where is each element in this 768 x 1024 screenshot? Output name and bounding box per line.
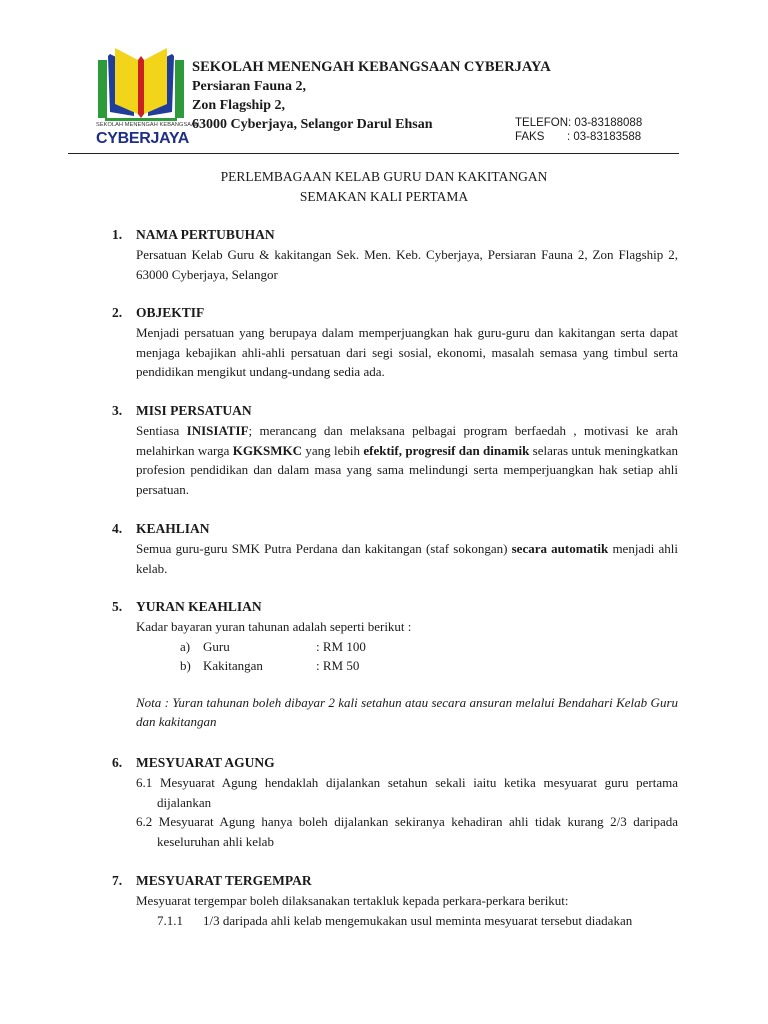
emphasis-efektif: efektif, progresif dan dinamik: [363, 442, 530, 458]
address-line-1: Persiaran Fauna 2,: [192, 79, 306, 94]
section-keahlian: [112, 519, 678, 578]
section-text: Sentiasa INISIATIF; merancang dan melaksana pelbagai program berfaedah , motivasi ke arah melahirkan warga KGKSMKC yang lebih efektif, progresif dan dinamik selaras untuk meningkatkan profesion pendidikan dan dalam masa yang sama melindungi serta memperjuangkan hak setiap ahli persatuan.: [136, 423, 679, 497]
fee-letter: b): [180, 658, 191, 673]
section-title: NAMA PERTUBUHAN: [136, 227, 275, 242]
section-mesyuarat-agung: [112, 753, 678, 851]
emphasis-inisiatif: INISIATIF: [186, 423, 249, 438]
fee-name: Kakitangan: [203, 658, 263, 673]
school-header: [192, 58, 551, 134]
section-number: 4.: [112, 521, 123, 536]
section-nama-pertubuhan: [112, 225, 678, 284]
item-text: 1/3 daripada ahli kelab mengemukakan usul meminta mesyuarat tersebut diadakan: [203, 912, 633, 928]
title-line-1: PERLEMBAGAAN KELAB GURU DAN KAKITANGAN: [220, 169, 548, 184]
item-number: 7.1.1: [157, 912, 183, 928]
section-title: MESYUARAT AGUNG: [136, 755, 275, 770]
fee-note: Nota : Yuran tahunan boleh dibayar 2 kali setahun atau secara ansuran melalui Bendahari Kelab Guru dan kakitangan: [136, 694, 678, 729]
phone-label: TELEFON: [515, 117, 569, 129]
section-objektif: [112, 303, 678, 382]
section-title: OBJEKTIF: [136, 305, 205, 320]
contact-info: [515, 116, 642, 144]
section-number: 1.: [112, 227, 123, 242]
section-text: Menjadi persatuan yang berupaya dalam memperjuangkan hak guru-guru dan kakitangan serta dapat menjaga kebajikan ahli-ahli persatuan dari segi sosial, ekonomi, masalah semasa yang timbul serta pendidikan mengikut undang-undang sedia ada.: [136, 325, 678, 379]
fee-letter: a): [180, 638, 191, 654]
section-mesyuarat-tergempar: [112, 871, 678, 930]
section-text: Persatuan Kelab Guru & kakitangan Sek. Men. Keb. Cyberjaya, Persiaran Fauna 2, Zon Flagship 2, 63000 Cyberjaya, Selangor: [136, 247, 678, 282]
fee-amount: : RM 50: [316, 658, 360, 673]
fax-label: FAKS: [515, 131, 545, 143]
section-title: YURAN KEAHLIAN: [136, 599, 262, 614]
header-divider: [68, 153, 679, 154]
section-number: 3.: [112, 403, 123, 418]
logo-caption-big: CYBERJAYA: [96, 130, 190, 147]
fee-amount: : RM 100: [316, 638, 366, 654]
fee-row: [112, 656, 678, 676]
section-misi-persatuan: [112, 401, 678, 499]
school-name: SEKOLAH MENENGAH KEBANGSAAN CYBERJAYA: [192, 59, 551, 75]
list-item: [112, 911, 678, 931]
section-text: Semua guru-guru SMK Putra Perdana dan kakitangan (staf sokongan) secara automatik menjadi ahli kelab.: [136, 541, 678, 576]
logo-caption-small: SEKOLAH MENENGAH KEBANGSAAN: [96, 122, 200, 128]
section-title: KEAHLIAN: [136, 521, 210, 536]
fee-row: [112, 637, 678, 657]
phone-value: : 03-83188088: [568, 117, 643, 129]
school-logo: [96, 46, 200, 150]
fax-value: : 03-83183588: [567, 131, 642, 143]
fee-intro: Kadar bayaran yuran tahunan adalah seperti berikut :: [136, 619, 412, 634]
list-item: 6.1 Mesyuarat Agung hendaklah dijalankan setahun sekali iaitu ketika mesyuarat guru pertama dijalankan: [136, 775, 679, 810]
section-title: MISI PERSATUAN: [136, 403, 252, 418]
section-yuran-keahlian: [112, 597, 678, 732]
section-text: Mesyuarat tergempar boleh dilaksanakan tertakluk kepada perkara-perkara berikut:: [136, 893, 569, 908]
document-title: [0, 167, 768, 207]
open-book-icon: [96, 46, 186, 122]
address-line-2: Zon Flagship 2,: [192, 98, 285, 113]
title-line-2: SEMAKAN KALI PERTAMA: [299, 189, 469, 204]
section-number: 6.: [112, 755, 123, 770]
address-line-3: 63000 Cyberjaya, Selangor Darul Ehsan: [192, 117, 433, 132]
list-item: 6.2 Mesyuarat Agung hanya boleh dijalankan sekiranya kehadiran ahli tidak kurang 2/3 daripada keseluruhan ahli kelab: [136, 814, 678, 849]
fee-name: Guru: [203, 638, 230, 654]
emphasis-kgksmkc: KGKSMKC: [232, 442, 303, 458]
section-number: 2.: [112, 305, 123, 320]
section-number: 7.: [112, 873, 123, 888]
emphasis-automatik: secara automatik: [511, 541, 609, 556]
section-number: 5.: [112, 599, 123, 614]
section-title: MESYUARAT TERGEMPAR: [136, 873, 312, 888]
